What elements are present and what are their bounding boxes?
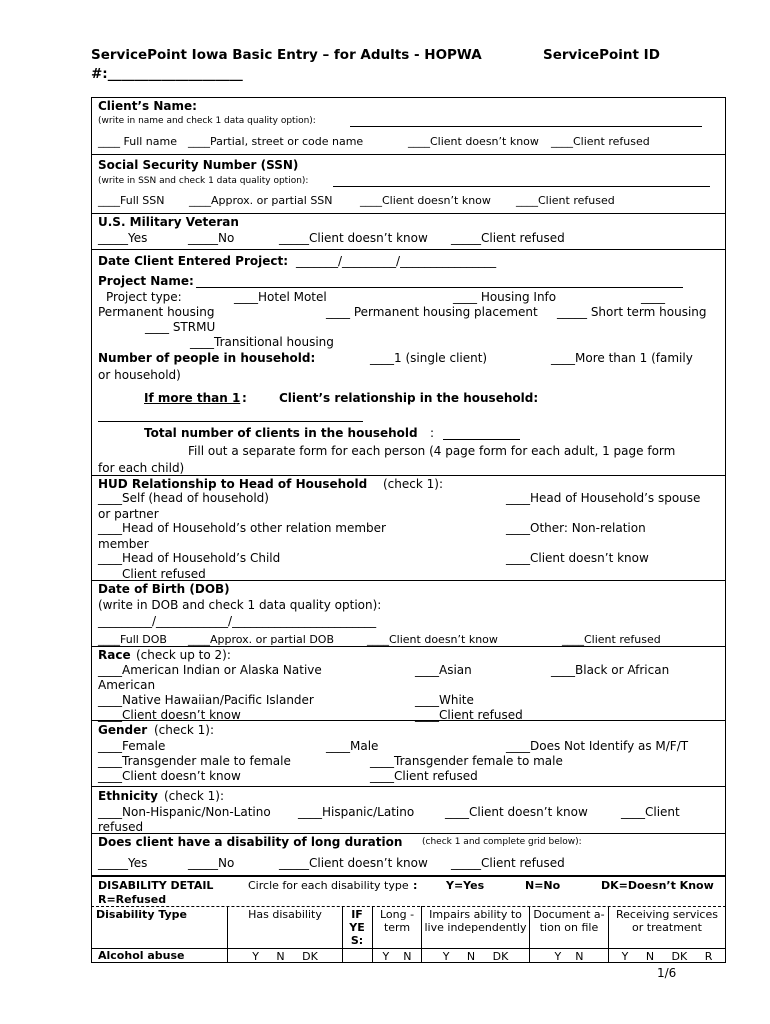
disability-opt-dk[interactable]: _____Client doesn’t know [279,856,428,870]
hud-check: (check 1): [383,477,443,491]
ethnicity-check: (check 1): [164,789,224,803]
fill-out-note: Fill out a separate form for each person (4 page form for each adult, 1 page form [188,444,676,458]
project-opt-perm-placement[interactable]: ____ Permanent housing placement [326,305,538,319]
client-name-opt-dk[interactable]: ____Client doesn’t know [408,135,539,148]
veteran-opt-no[interactable]: _____No [188,231,235,245]
ssn-opt-full[interactable]: ____Full SSN [98,194,165,207]
dob-input[interactable]: _________/____________/________________________ [98,614,377,628]
ethnicity-opt-non-hisp[interactable]: ____Non-Hispanic/Non-Latino [98,805,271,819]
row-alcohol-receiving[interactable]: Y N DK R [621,950,713,963]
project-name-label: Project Name: [98,274,194,288]
veteran-opt-dk[interactable]: _____Client doesn’t know [279,231,428,245]
project-opt-strmu[interactable]: ____ STRMU [145,320,216,334]
gender-opt-dk[interactable]: ____Client doesn’t know [98,769,241,783]
ssn-opt-refused[interactable]: ____Client refused [516,194,615,207]
divider [91,875,726,877]
divider [91,213,726,214]
row-alcohol-has[interactable]: Y N DK [252,950,318,963]
disability-opt-no[interactable]: _____No [188,856,235,870]
total-clients-input[interactable] [443,439,520,440]
grid-top-border [91,906,726,907]
divider [91,833,726,834]
divider [91,786,726,787]
ethnicity-opt-refused[interactable]: ____Client [621,805,680,819]
col-disability-type: Disability Type [96,908,188,921]
dob-opt-dk[interactable]: ____Client doesn’t know [367,633,498,646]
date-entered-input[interactable]: _______/_________/________________ [296,254,497,268]
row-alcohol-documentation[interactable]: Y N [554,950,584,963]
relationship-label: Client’s relationship in the household: [279,391,539,405]
hud-opt-self[interactable]: ____Self (head of household) [98,491,269,505]
divider [91,154,726,155]
hud-opt-refused[interactable]: ____Client refused [98,567,206,581]
ssn-opt-partial[interactable]: ____Approx. or partial SSN [189,194,333,207]
gender-check: (check 1): [154,723,214,737]
key-refused: R=Refused [98,893,167,906]
veteran-opt-yes[interactable]: _____Yes [98,231,148,245]
form-title: ServicePoint Iowa Basic Entry – for Adults - HOPWA [91,47,482,63]
total-clients-colon: : [430,426,435,440]
key-no: N=No [525,879,561,892]
client-name-input[interactable] [350,126,702,127]
race-opt-black[interactable]: ____Black or African [551,663,670,677]
race-opt-refused[interactable]: ____Client refused [415,708,523,722]
race-opt-hawaiian[interactable]: ____Native Hawaiian/Pacific Islander [98,693,314,707]
key-yes: Y=Yes [446,879,485,892]
servicepoint-id-field[interactable]: #:____________________ [91,66,243,82]
ethnicity-opt-refused-cont: refused [98,820,144,834]
hud-opt-dk[interactable]: ____Client doesn’t know [506,551,649,565]
hud-opt-spouse[interactable]: ____Head of Household’s spouse [506,491,701,505]
row-alcohol-type: Alcohol abuse [98,949,185,962]
household-opt-more[interactable]: ____More than 1 (family [551,351,693,365]
client-name-opt-refused[interactable]: ____Client refused [551,135,650,148]
ethnicity-label: Ethnicity [98,789,158,803]
hud-opt-non-rel-cont: member [98,537,149,551]
hud-opt-non-rel[interactable]: ____Other: Non-relation [506,521,646,535]
fill-out-note-cont: for each child) [98,461,185,475]
hud-opt-other-rel[interactable]: ____Head of Household’s other relation member [98,521,386,535]
disability-detail-label: DISABILITY DETAIL [98,879,214,892]
disability-detail-circle: Circle for each disability type [248,879,409,892]
key-dk: DK=Doesn’t Know [601,879,714,892]
disability-question-instruction: (check 1 and complete grid below): [422,837,582,847]
grid-header-divider [91,948,726,949]
veteran-opt-refused[interactable]: _____Client refused [451,231,565,245]
project-type-label: Project type: [106,290,182,304]
disability-detail-circle-colon: : [413,879,418,892]
dob-opt-full[interactable]: ____Full DOB [98,633,167,646]
divider [91,249,726,250]
col-has-disability: Has disability [248,908,322,921]
col-long-term: Long -term [379,908,415,934]
client-name-opt-full[interactable]: ____ Full name [98,135,177,148]
race-opt-dk[interactable]: ____Client doesn’t know [98,708,241,722]
gender-opt-female[interactable]: ____Female [98,739,166,753]
project-opt-perm-housing-blank[interactable]: ____ [641,290,665,304]
household-opt-more-cont: or household) [98,368,181,382]
project-opt-short-term[interactable]: _____ Short term housing [557,305,707,319]
dob-label: Date of Birth (DOB) [98,582,230,596]
servicepoint-id-label: ServicePoint ID [543,47,660,63]
race-opt-white[interactable]: ____White [415,693,474,707]
total-clients-label: Total number of clients in the household [144,426,418,440]
col-receiving: Receiving services or treatment [616,908,718,934]
hud-opt-spouse-cont: or partner [98,507,159,521]
project-opt-housing-info[interactable]: ____ Housing Info [453,290,557,304]
ethnicity-opt-dk[interactable]: ____Client doesn’t know [445,805,588,819]
hud-opt-child[interactable]: ____Head of Household’s Child [98,551,281,565]
disability-opt-refused[interactable]: _____Client refused [451,856,565,870]
dob-opt-refused[interactable]: ____Client refused [562,633,661,646]
ssn-instruction: (write in SSN and check 1 data quality option): [98,176,309,186]
household-label: Number of people in household: [98,351,316,365]
if-more-label: If more than 1 [144,391,241,405]
relationship-input[interactable] [98,421,363,422]
race-opt-native-am[interactable]: ____American Indian or Alaska Native [98,663,322,677]
client-name-instruction: (write in name and check 1 data quality option): [98,116,316,126]
page-number: 1/6 [657,966,677,980]
row-alcohol-long-term[interactable]: Y N [382,950,412,963]
veteran-label: U.S. Military Veteran [98,215,239,229]
divider [91,475,726,476]
grid-col-line [342,906,343,962]
race-opt-black-cont: American [98,678,156,692]
date-entered-label: Date Client Entered Project: [98,254,289,268]
row-alcohol-impairs[interactable]: Y N DK [442,950,509,963]
project-opt-hotel[interactable]: ____Hotel Motel [234,290,327,304]
client-name-label: Client’s Name: [98,99,197,113]
col-if-yes: IF YE S: [349,908,365,947]
project-opt-perm-housing[interactable]: Permanent housing [98,305,215,319]
gender-opt-male[interactable]: ____Male [326,739,379,753]
gender-label: Gender [98,723,148,737]
hud-label: HUD Relationship to Head of Household [98,477,368,491]
household-opt-single[interactable]: ____1 (single client) [370,351,488,365]
col-documentation: Document a-tion on file [533,908,605,934]
race-check: (check up to 2): [136,648,231,662]
disability-question-label: Does client have a disability of long duration [98,835,403,849]
gender-opt-not-identify[interactable]: ____Does Not Identify as M/F/T [506,739,689,753]
gender-opt-ftm[interactable]: ____Transgender female to male [370,754,563,768]
project-opt-transitional[interactable]: ____Transitional housing [190,335,334,349]
ssn-opt-dk[interactable]: ____Client doesn’t know [360,194,491,207]
gender-opt-mtf[interactable]: ____Transgender male to female [98,754,291,768]
if-more-colon: : [242,391,247,405]
ethnicity-opt-hisp[interactable]: ____Hispanic/Latino [298,805,415,819]
client-name-opt-partial[interactable]: ____Partial, street or code name [188,135,364,148]
dob-instruction: (write in DOB and check 1 data quality option): [98,598,382,612]
project-name-input[interactable] [196,287,683,288]
ssn-label: Social Security Number (SSN) [98,158,299,172]
race-opt-asian[interactable]: ____Asian [415,663,472,677]
ssn-input[interactable] [333,186,710,187]
dob-opt-partial[interactable]: ____Approx. or partial DOB [188,633,334,646]
col-impairs: Impairs ability to live independently [424,908,527,934]
gender-opt-refused[interactable]: ____Client refused [370,769,478,783]
race-label: Race [98,648,131,662]
disability-opt-yes[interactable]: _____Yes [98,856,148,870]
